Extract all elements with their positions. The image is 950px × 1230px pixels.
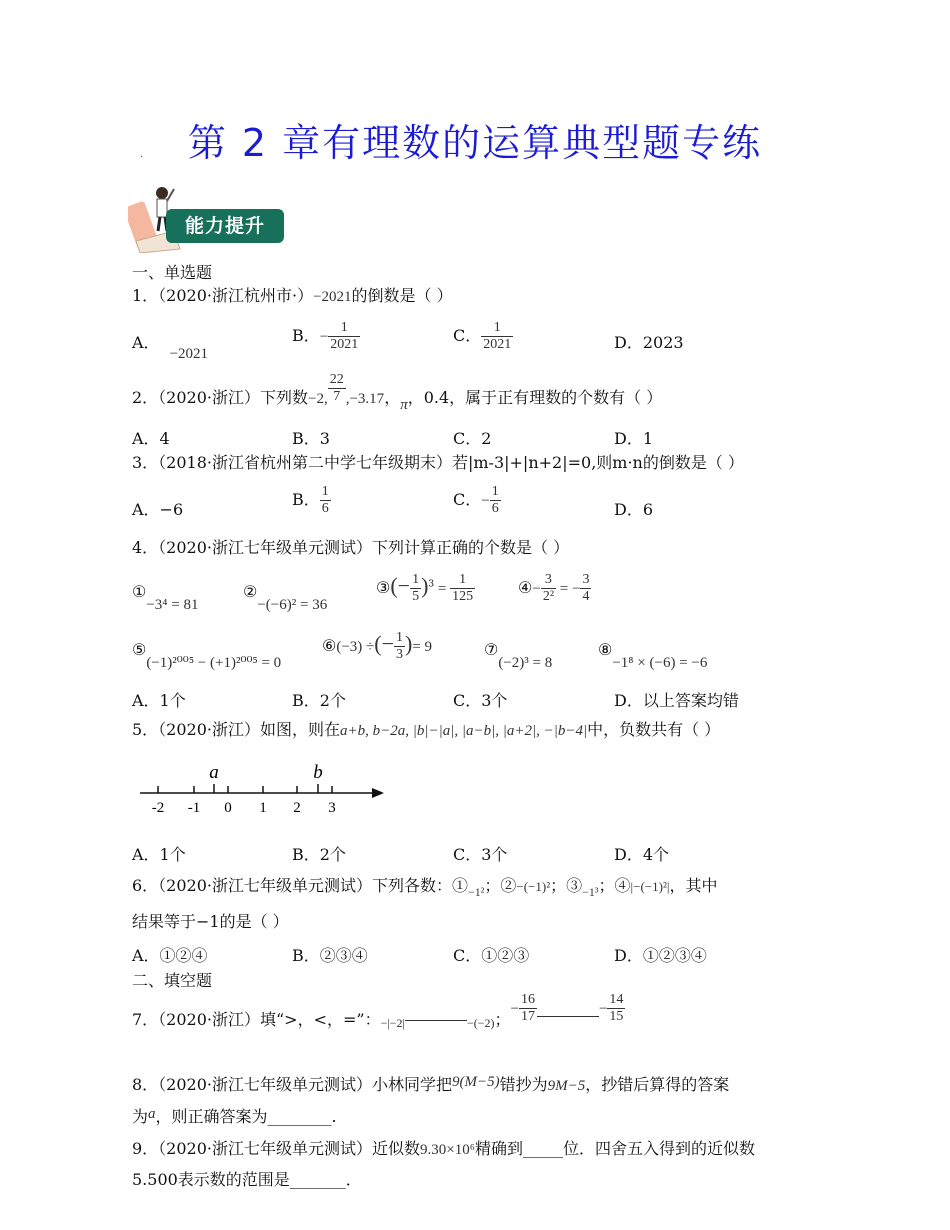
- q6-option-c: C．①②③: [453, 946, 530, 965]
- question-3: 3．（2018·浙江省杭州第二中学七年级期末）若|m-3|+|n+2|=0,则m·n的倒数是（ ）: [132, 453, 744, 472]
- badge-label: 能力提升: [166, 209, 284, 243]
- q1-option-a: A．−2021: [132, 333, 209, 362]
- axis-tick-label: 3: [328, 800, 336, 816]
- mark-dot: ·: [140, 152, 144, 163]
- question-8: 8．（2020·浙江七年级单元测试）小林同学把9(M−5)错抄为9M−5，抄错后算得的答案: [132, 1074, 730, 1094]
- q2-option-c: C．2: [453, 429, 492, 448]
- section-heading-fill-blank: 二、填空题: [132, 971, 213, 990]
- question-9: 9．（2020·浙江七年级单元测试）近似数9.30×10⁶精确到_____位．四舍五入得到的近似数: [132, 1139, 755, 1158]
- q4-option-c: C．3个: [453, 691, 508, 710]
- q3-option-b: B． $\frac{1}{6}$: [292, 484, 329, 516]
- question-4: 4．（2020·浙江七年级单元测试）下列计算正确的个数是（ ）: [132, 538, 570, 557]
- q4-option-b: B．2个: [292, 691, 346, 710]
- q4-option-a: A．1个: [132, 691, 186, 710]
- q5-option-a: A．1个: [132, 845, 186, 864]
- q6-option-b: B．②③④: [292, 946, 368, 965]
- q5-option-d: D．4个: [614, 845, 670, 864]
- q3-option-c: C．− $\frac{1}{6}$: [453, 484, 499, 516]
- q5-option-b: B．2个: [292, 845, 346, 864]
- q4-item-6: ⑥(−3) ÷(− $\frac{1}{3}$ )= 9: [322, 630, 433, 662]
- q1-stem: 1．（2020·浙江杭州市·）: [132, 286, 314, 305]
- question-7: 7．（2020·浙江）填“>，<，=”：$_{-|-2|}$ $_{-(-2)}$；− $\frac{16}{17}$ − $\frac{14}{15}$: [132, 992, 624, 1030]
- page-title: 第 2 章有理数的运算典型题专练: [187, 121, 763, 165]
- q4-item-8: ⑧−1⁸ × (−6) = −6: [598, 640, 708, 671]
- axis-tick-label: 1: [259, 800, 267, 816]
- q1-option-c: C． $\frac{1}{2021}$: [453, 320, 512, 352]
- point-a-label: a: [209, 762, 219, 783]
- question-6-continued: 结果等于−1的是（ ）: [132, 912, 289, 931]
- q2-option-b: B．3: [292, 429, 330, 448]
- q7-blank-1[interactable]: [405, 1020, 467, 1021]
- question-9-continued: 5.500表示数的范围是_______．: [132, 1170, 362, 1189]
- axis-tick-label: -1: [187, 800, 201, 816]
- q4-item-4: ④− $\frac{3}{\text{2²}}$ = − $\frac{3}{4}$: [518, 572, 590, 604]
- q5-option-c: C．3个: [453, 845, 508, 864]
- number-line-figure: [136, 758, 392, 820]
- q4-option-d: D．以上答案均错: [614, 691, 739, 710]
- q1-expr: −2021: [313, 289, 352, 305]
- q1-option-d: D．2023: [614, 333, 684, 352]
- q3-option-d: D．6: [614, 500, 654, 519]
- question-6: 6．（2020·浙江七年级单元测试）下列各数：$①_{-1^2}$；②−(−1)²；$③_{-1^3}$；④|−(−1)²|，其中: [132, 876, 718, 899]
- q4-item-2: ②−(−6)² = 36: [243, 582, 328, 613]
- question-8-continued: 为a，则正确答案为________.: [132, 1106, 337, 1126]
- section-heading-single-choice: 一、单选题: [132, 263, 213, 282]
- q6-option-a: A．①②④: [132, 946, 208, 965]
- question-2: 2．（2020·浙江）下列数−2, $\frac{22}{7}$ ,−3.17，π，0.4，属于正有理数的个数有（ ）: [132, 372, 663, 413]
- q1-stem-end: 的倒数是（ ）: [351, 286, 453, 305]
- q4-item-1: ①−3⁴ = 81: [132, 582, 199, 613]
- q2-option-a: A．4: [132, 429, 170, 448]
- axis-tick-label: 2: [293, 800, 301, 816]
- q7-blank-2[interactable]: [537, 1016, 599, 1017]
- axis-tick-label: 0: [224, 800, 232, 816]
- q4-item-3: ③(− $\frac{1}{5}$ )$^3$ = $\frac{1}{125}$: [376, 572, 474, 604]
- q4-item-5: ⑤(−1)²⁰⁰⁵ − (+1)²⁰⁰⁵ = 0: [132, 640, 282, 671]
- ability-badge: [128, 183, 288, 253]
- number-line-arrow-icon: [372, 788, 384, 798]
- axis-tick-label: -2: [151, 800, 165, 816]
- question-1: [132, 286, 453, 307]
- question-5: 5．（2020·浙江）如图，则在a+b, b−2a, |b|−|a|, |a−b|, |a+2|, −|b−4|中，负数共有（ ）: [132, 720, 721, 739]
- q1-option-b: B．− $\frac{1}{2021}$: [292, 320, 359, 352]
- q4-item-7: ⑦(−2)³ = 8: [484, 640, 553, 671]
- q2-option-d: D．1: [614, 429, 654, 448]
- point-b-label: b: [313, 762, 323, 783]
- q6-option-d: D．①②③④: [614, 946, 707, 965]
- q1-option-a-value: −2021: [169, 346, 209, 362]
- q3-option-a: A．−6: [132, 500, 184, 519]
